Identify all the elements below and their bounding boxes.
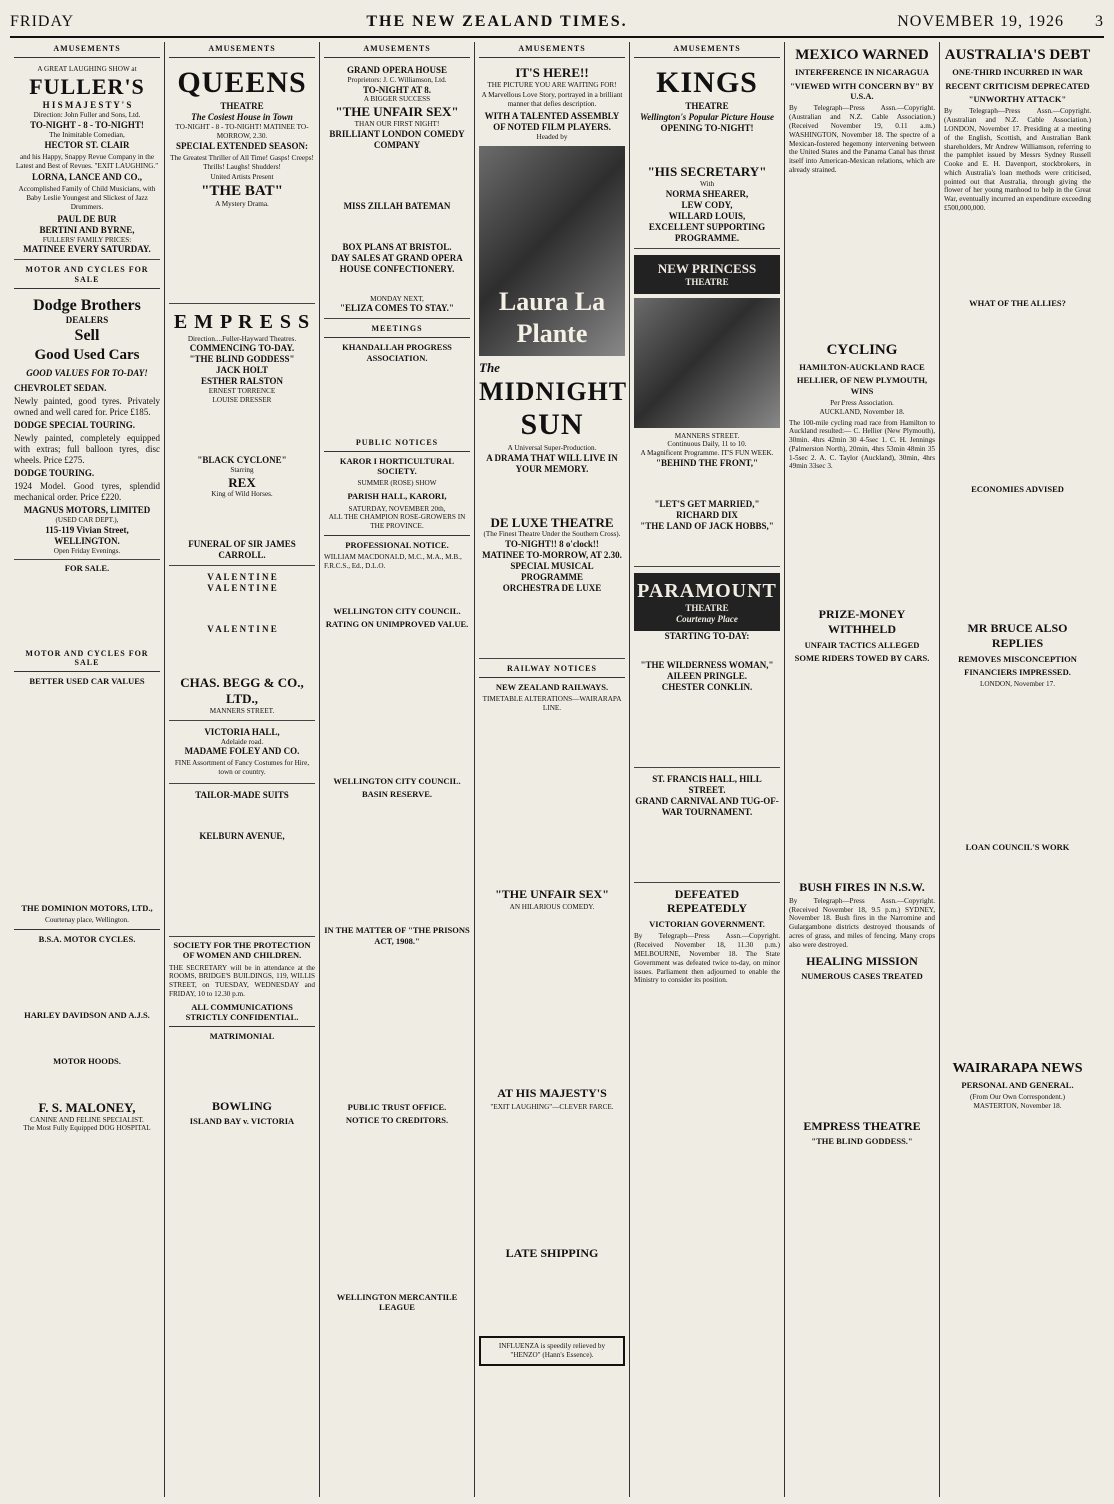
st-francis-ad <box>634 771 780 883</box>
motor-hoods: MOTOR HOODS. <box>53 1056 121 1067</box>
tonight: TO-NIGHT - 8 - TO-NIGHT! <box>30 120 144 131</box>
for-sale: FOR SALE. <box>64 563 110 574</box>
good-values: GOOD VALUES FOR TO-DAY! <box>26 368 148 379</box>
column-heading: AMUSEMENTS <box>324 42 470 58</box>
all-champion: ALL THE CHAMPION ROSE-GROWERS IN THE PROVINCE. <box>328 513 466 531</box>
column-4 <box>475 42 630 1497</box>
empress-theatre: EMPRESS THEATRE <box>803 1118 921 1133</box>
queens-tonight: TO-NIGHT - 8 - TO-NIGHT! MATINEE TO-MORROW, 2.30. <box>175 123 309 141</box>
valentine-ad <box>169 569 315 720</box>
cosiest: The Cosiest House in Town <box>191 112 293 123</box>
cycling-text: The 100-mile cycling road race from Hamilton to Auckland resulted:— C. Hellier (New Plymouth), 30min. 4hrs 42min 30 4-5sec 1. C. H. Jennings (Palmerston North), 20min, 4hrs 53min 48min 35 1-5sec 2. A. C. Taylor (Auckland), 30min, 4hrs 49min 33sec 3. <box>789 418 935 471</box>
nzr: NEW ZEALAND RAILWAYS. <box>495 681 609 692</box>
mexico-text: By Telegraph—Press Assn.—Copyright. (Australian and N.Z. Cable Association.) (Received November 19, 0.11 a.m.) WASHINGTON, November 18. The spectre of a Mexican-fostered hegemony intervening between the United States and the Panama Canal has thrust itself into American-Mexican relations, which are already strained. <box>789 104 935 174</box>
fullers-ad <box>14 62 160 261</box>
marvellous: A Marvellous Love Story, portrayed in a brilliant manner that defies description. <box>481 91 623 109</box>
deluxe-matinee: MATINEE TO-MORROW, AT 2.30. <box>482 550 622 561</box>
influenza-ad <box>479 1336 625 1366</box>
unfair-sex-review: "THE UNFAIR SEX" <box>495 886 609 901</box>
debt-text: By Telegraph—Press Assn.—Copyright. (Australian and N.Z. Cable Association.) LONDON, November 17. Presiding at a meeting of the English, Scottish, and Australian Bank shareholders, Mr Andrew Williamson, referring to the pamphlet issued by Messrs Sydney Russell Cooke and E. H. Davenport, stockbrokers, in which Australia's loan methods were criticised, pointed out that Australia, through giving the flower of her young manhood to help in the Great War, eventually incurred an expenditure exceeding £500,000,000. <box>944 107 1091 212</box>
public-trust: PUBLIC TRUST OFFICE. <box>347 1101 447 1112</box>
courtenay: Courtenay place, Wellington. <box>45 915 129 924</box>
comedian: The Inimitable Comedian, <box>49 131 125 140</box>
midnight-sun-ad <box>479 62 628 659</box>
kings-theatre: THEATRE <box>685 101 729 112</box>
column-heading: AMUSEMENTS <box>14 42 160 58</box>
public-notices-heading: PUBLIC NOTICES <box>324 436 470 452</box>
motor-heading: MOTOR AND CYCLES FOR SALE <box>14 263 160 289</box>
touring-text: 1924 Model. Good tyres, splendid mechanical order. Price £220. <box>14 480 160 502</box>
basin: BASIN RESERVE. <box>361 788 433 799</box>
masthead-day: FRIDAY <box>10 13 75 30</box>
lew: LEW CODY, <box>681 199 733 210</box>
unfair-tactics: UNFAIR TACTICS ALLEGED <box>804 639 920 650</box>
column-heading: AMUSEMENTS <box>634 42 780 58</box>
motor-heading-2: MOTOR AND CYCLES FOR SALE <box>14 647 160 673</box>
day-sales: DAY SALES AT GRAND OPERA HOUSE CONFECTIONERY. <box>331 252 463 274</box>
lets-get-married: "LET'S GET MARRIED," <box>654 498 760 509</box>
bush-fires: BUSH FIRES IN N.S.W. <box>799 880 925 895</box>
column-3 <box>320 42 475 1497</box>
meetings-heading: MEETINGS <box>324 322 470 338</box>
wilderness: "THE WILDERNESS WOMAN," <box>640 660 774 671</box>
at-majesty: AT HIS MAJESTY'S <box>497 1086 607 1101</box>
talented: WITH A TALENTED ASSEMBLY OF NOTED FILM PLAYERS. <box>484 110 620 132</box>
riders-towed: SOME RIDERS TOWED BY CARS. <box>794 652 930 663</box>
one-third: ONE-THIRD INCURRED IN WAR <box>952 67 1083 78</box>
kings-title: KINGS <box>656 65 758 99</box>
tailor-ad <box>169 787 315 937</box>
victoria-hall: VICTORIA HALL, <box>204 726 280 737</box>
princess-photo <box>634 298 780 428</box>
paramount-title: PARAMOUNT <box>637 579 777 602</box>
maloney: F. S. MALONEY, <box>38 1099 136 1115</box>
professional: PROFESSIONAL NOTICE. <box>345 539 449 550</box>
its-here: IT'S HERE!! <box>515 64 589 80</box>
economies: ECONOMIES ADVISED <box>971 484 1064 495</box>
mercantile: WELLINGTON MERCANTILE LEAGUE <box>336 1291 458 1313</box>
bertini: BERTINI AND BYRNE, <box>39 224 135 235</box>
page-number: 3 <box>1095 13 1104 30</box>
wcc-2: WELLINGTON CITY COUNCIL. <box>333 775 461 786</box>
majesty-title: H I S M A J E S T Y ' S <box>42 100 132 111</box>
picture-waiting: THE PICTURE YOU ARE WAITING FOR! <box>487 80 617 89</box>
bsa: B.S.A. MOTOR CYCLES. <box>38 933 136 944</box>
his-secretary: "HIS SECRETARY" <box>647 164 767 180</box>
healing-mission: HEALING MISSION <box>806 953 918 968</box>
column-heading: AMUSEMENTS <box>479 42 625 58</box>
matrimonial: MATRIMONIAL <box>209 1031 275 1042</box>
dodge-title: Dodge Brothers <box>33 296 141 314</box>
paramount-ad <box>634 570 780 768</box>
masterton-dateline: MASTERTON, November 18. <box>973 1101 1062 1110</box>
louise: LOUISE DRESSER <box>212 396 272 405</box>
saturday: SATURDAY, NOVEMBER 20th, <box>348 504 446 513</box>
magnus3: 115-119 Vivian Street, WELLINGTON. <box>45 524 129 546</box>
box-plans: BOX PLANS AT BRISTOL. <box>342 241 452 252</box>
laura-la-plante: Laura La Plante <box>498 287 606 348</box>
magnus4: Open Friday Evenings. <box>53 546 121 555</box>
karori-2: SUMMER (ROSE) SHOW <box>357 479 437 488</box>
opening: OPENING TO-NIGHT! <box>660 123 754 134</box>
matinee: MATINEE EVERY SATURDAY. <box>23 244 151 255</box>
fullers-title: FULLER'S <box>29 73 145 99</box>
jack-holt: JACK HOLT <box>216 365 268 376</box>
lorna: LORNA, LANCE AND CO., <box>31 172 142 183</box>
prisons: IN THE MATTER OF "THE PRISONS ACT, 1908." <box>324 925 470 946</box>
jack-hobbs: "THE LAND OF JACK HOBBS," <box>640 520 774 531</box>
fine-costumes: FINE Assortment of Fancy Costumes for Hire, town or country. <box>174 759 310 777</box>
fullers-pre: A GREAT LAUGHING SHOW at <box>37 64 137 73</box>
prize-money: PRIZE-MONEY WITHHELD <box>818 607 906 636</box>
magnus: MAGNUS MOTORS, LIMITED <box>23 504 151 515</box>
drama: A DRAMA THAT WILL LIVE IN YOUR MEMORY. <box>486 452 618 474</box>
chev-head: CHEVROLET SEDAN. <box>14 383 107 394</box>
parish-hall: PARISH HALL, KARORI, <box>347 491 447 502</box>
bush-text: By Telegraph—Press Assn.—Copyright. (Received November 18, 9.5 p.m.) SYDNEY, November 18. Bush fires in the Narromine and Gulargambone districts destroyed thousands of acres of grass, and miles of fencing. Many crops also were destroyed. <box>789 896 935 949</box>
column-6 <box>785 42 940 1497</box>
railway-heading: RAILWAY NOTICES <box>479 662 625 678</box>
column-2 <box>165 42 320 1497</box>
maloney2: CANINE AND FELINE SPECIALIST. <box>30 1115 144 1124</box>
universal: A Universal Super-Production. <box>507 443 597 452</box>
behind-front: "BEHIND THE FRONT," <box>656 457 758 468</box>
empress-ad <box>169 307 315 566</box>
chas-begg-2: MANNERS STREET. <box>209 706 275 715</box>
column-heading: AMUSEMENTS <box>169 42 315 58</box>
bowling: BOWLING <box>211 1098 272 1113</box>
grand-opera: GRAND OPERA HOUSE <box>346 64 447 75</box>
per-press: Per Press Association. <box>830 399 894 407</box>
influenza: INFLUENZA is speedily relieved by "HENZO" (Hann's Essence). <box>498 1342 606 1359</box>
starring: Starring <box>230 465 254 474</box>
exit-laughing: "EXIT LAUGHING"—CLEVER FARCE. <box>490 1102 614 1111</box>
zillah: MISS ZILLAH BATEMAN <box>343 200 451 211</box>
dodge-sell: Sell <box>74 327 100 345</box>
loan-council: LOAN COUNCIL'S WORK <box>965 842 1070 853</box>
creditors: NOTICE TO CREDITORS. <box>345 1115 449 1126</box>
carnival: GRAND CARNIVAL AND TUG-OF-WAR TOURNAMENT. <box>635 795 779 817</box>
special-musical: SPECIAL MUSICAL PROGRAMME <box>510 561 594 583</box>
wcc: WELLINGTON CITY COUNCIL. <box>333 605 461 616</box>
with: With <box>699 180 715 189</box>
viewed-concern: "VIEWED WITH CONCERN BY" BY U.S.A. <box>790 80 934 102</box>
norma: NORMA SHEARER, <box>665 188 749 199</box>
magnificent: A Magnificent Programme. IT'S FUN WEEK. <box>640 449 774 458</box>
funeral: FUNERAL OF SIR JAMES CARROLL. <box>188 539 296 561</box>
tailor: TAILOR-MADE SUITS <box>195 789 289 800</box>
victorian-govt: VICTORIAN GOVERNMENT. <box>649 919 765 930</box>
empress-title: E M P R E S S <box>173 311 311 334</box>
australias-debt: AUSTRALIA'S DEBT <box>944 47 1091 63</box>
column-5 <box>630 42 785 1497</box>
victoria-hall-2: Adelaide road. <box>220 737 264 746</box>
unfair-sex: "THE UNFAIR SEX" <box>335 104 459 120</box>
harley: HARLEY DAVIDSON AND A.J.S. <box>24 1010 150 1021</box>
removes: REMOVES MISCONCEPTION <box>958 653 1077 664</box>
willard: WILLARD LOUIS, <box>668 210 746 221</box>
prices: FULLERS' FAMILY PRICES: <box>42 235 132 244</box>
headed-by: Headed by <box>536 132 568 141</box>
mexico-warned: MEXICO WARNED <box>795 47 929 63</box>
aileen: AILEEN PRINGLE. <box>666 671 747 682</box>
midnight: MIDNIGHT <box>479 376 628 406</box>
dodge-dealers: DEALERS <box>65 315 109 326</box>
bat-title: "THE BAT" <box>201 183 283 200</box>
the: The <box>479 359 500 375</box>
island-bay: ISLAND BAY v. VICTORIA <box>189 1116 295 1127</box>
numerous-cases: NUMEROUS CASES TREATED <box>801 971 923 982</box>
special-season: SPECIAL EXTENDED SEASON: <box>175 140 309 151</box>
used-car-list <box>14 690 160 900</box>
continuous: Continuous Daily, 11 to 10. <box>667 440 747 449</box>
paramount-theatre: THEATRE <box>685 603 729 614</box>
brilliant-london: BRILLIANT LONDON COMEDY COMPANY <box>329 128 465 150</box>
queens-ad <box>169 62 315 304</box>
valentine-2: V A L E N T I N E <box>207 583 277 594</box>
london-dateline: LONDON, November 17. <box>979 680 1056 689</box>
auckland-dateline: AUCKLAND, November 18. <box>819 407 905 416</box>
princess-theatre: THEATRE <box>685 276 729 287</box>
secretary: THE SECRETARY will be in attendance at the ROOMS, BRIDGE'S BUILDINGS, 119, WILLIS STREET, on TUESDAY, WEDNESDAY and FRIDAY, 10 to 12.30 p.m. <box>169 963 315 998</box>
valentine-3: V A L E N T I N E <box>207 624 277 635</box>
bruce-replies: MR BRUCE ALSO REPLIES <box>967 621 1068 651</box>
chester: CHESTER CONKLIN. <box>661 682 753 693</box>
rex-sub: King of Wild Horses. <box>211 490 273 499</box>
masthead <box>10 8 1104 38</box>
better-values: BETTER USED CAR VALUES <box>29 676 145 687</box>
chas-begg: CHAS. BEGG & CO., LTD., <box>180 675 304 706</box>
hilarious: AN HILARIOUS COMEDY. <box>509 903 595 912</box>
khandallah: KHANDALLAH PROGRESS ASSOCIATION. <box>342 342 452 363</box>
star: HECTOR ST. CLAIR <box>44 139 130 150</box>
rex: REX <box>228 474 256 490</box>
richard-dix: RICHARD DIX <box>676 509 738 520</box>
victoria-ad <box>169 724 315 784</box>
interference: INTERFERENCE IN NICARAGUA <box>794 67 930 78</box>
special-text: Newly painted, completely equipped with extras; full balloon tyres, disc wheels. Price £275. <box>14 433 160 465</box>
monday-next: MONDAY NEXT, <box>370 294 424 303</box>
victorian-text: By Telegraph—Press Assn.—Copyright. (Received November 18, 11.30 p.m.) MELBOURNE, November 18. The State Government was defeated twice to-day, on minor issues. Parliament then adjourned to enable the Ministry to consider its position. <box>634 932 780 985</box>
hellier-wins: HELLIER, OF NEW PLYMOUTH, WINS <box>796 375 928 396</box>
for-sale-text <box>14 577 160 647</box>
thriller: The Greatest Thriller of All Time! Gasps! Creeps! Thrills! Laughs! Shudders! <box>170 153 314 171</box>
sun: SUN <box>520 408 584 442</box>
starting: STARTING TO-DAY: <box>664 631 750 642</box>
financiers: FINANCIERS IMPRESSED. <box>964 667 1071 678</box>
paramount-courtenay: Courtenay Place <box>676 614 738 625</box>
personal-general: PERSONAL AND GENERAL. <box>961 1079 1074 1090</box>
columns <box>10 42 1104 1497</box>
deluxe-sub: (The Finest Theatre Under the Southern Cross). <box>483 530 621 539</box>
valentine-1: V A L E N T I N E <box>207 572 277 583</box>
communications: ALL COMMUNICATIONS STRICTLY CONFIDENTIAL. <box>185 1001 299 1022</box>
princess-ad <box>634 252 780 567</box>
rating: RATING ON UNIMPROVED VALUE. <box>325 619 469 630</box>
masthead-date: NOVEMBER 19, 1926 <box>897 13 1064 30</box>
column-7 <box>940 42 1095 1497</box>
wairarapa-news: WAIRARAPA NEWS <box>952 1060 1083 1076</box>
than-first: THAN OUR FIRST NIGHT! <box>354 120 440 129</box>
dodge-ad <box>14 293 160 560</box>
allies: WHAT OF THE ALLIES? <box>969 297 1066 308</box>
bigger-success: A BIGGER SUCCESS <box>363 95 431 104</box>
princess-title: NEW PRINCESS <box>657 260 757 276</box>
kings-ad <box>634 62 780 249</box>
special-head: DODGE SPECIAL TOURING. <box>14 420 135 431</box>
commencing: COMMENCING TO-DAY. <box>189 343 295 354</box>
masthead-title: THE NEW ZEALAND TIMES. <box>366 13 628 30</box>
empress-direction: Direction....Fuller-Hayward Theatres. <box>187 334 297 343</box>
timetable: TIMETABLE ALTERATIONS—WAIRARAPA LINE. <box>482 695 622 712</box>
hamilton-race: HAMILTON-AUCKLAND RACE <box>799 361 925 372</box>
queens-theatre: THEATRE <box>220 101 264 112</box>
madame-foley: MADAME FOLEY AND CO. <box>184 746 300 757</box>
karori: KAROR I HORTICULTURAL SOCIETY. <box>339 455 455 477</box>
black-cyclone: "BLACK CYCLONE" <box>197 454 287 465</box>
bat-sub: A Mystery Drama. <box>215 200 269 209</box>
queens-title: QUEENS <box>177 65 307 99</box>
society: SOCIETY FOR THE PROTECTION OF WOMEN AND CHILDREN. <box>173 939 311 961</box>
touring-head: DODGE TOURING. <box>14 467 95 478</box>
correspondent: (From Our Own Correspondent.) <box>969 1093 1066 1102</box>
criticism: RECENT CRITICISM DEPRECATED <box>945 80 1090 91</box>
dodge-good-used: Good Used Cars <box>34 346 140 363</box>
paramount-banner <box>634 573 780 631</box>
deluxe: DE LUXE THEATRE <box>490 514 614 530</box>
esther: ESTHER RALSTON <box>200 376 284 387</box>
revue: and his Happy, Snappy Revue Company in the Latest and Best of Revues. "EXIT LAUGHING." <box>15 152 159 170</box>
macdonald: WILLIAM MACDONALD, M.C., M.A., M.B., F.R.C.S., Ed., D.L.O. <box>324 553 462 571</box>
eliza: "ELIZA COMES TO STAY." <box>340 303 454 314</box>
lorna-desc: Accomplished Family of Child Musicians, with Baby Leslie Youngest and Slickest of Jazz Drummers. <box>18 185 156 211</box>
column-1 <box>10 42 165 1497</box>
kelburn: KELBURN AVENUE, <box>199 830 285 841</box>
proprietors: Proprietors: J. C. Williamson, Ltd. <box>347 75 447 84</box>
blind-goddess: "THE BLIND GODDESS" <box>189 354 295 365</box>
maloney3: The Most Fully Equipped DOG HOSPITAL <box>23 1124 151 1133</box>
orchestra: ORCHESTRA DE LUXE <box>502 583 602 594</box>
manners: MANNERS STREET. <box>674 431 740 440</box>
direction: Direction: John Fuller and Sons, Ltd. <box>33 111 141 120</box>
paul: PAUL DE BUR <box>57 213 117 224</box>
late-shipping: LATE SHIPPING <box>505 1245 599 1260</box>
chev-text: Newly painted, good tyres. Privately owned and well cared for. Price £185. <box>14 396 160 418</box>
excellent: EXCELLENT SUPPORTING PROGRAMME. <box>648 221 766 243</box>
princess-banner <box>634 255 780 294</box>
laura-la-plante-photo <box>479 146 625 356</box>
magnus2: (USED CAR DEPT.), <box>55 515 119 524</box>
grand-opera-ad <box>324 62 470 320</box>
grand-tonight: TO-NIGHT AT 8. <box>362 84 432 95</box>
defeated: DEFEATED REPEATEDLY <box>666 886 748 916</box>
kings-popular: Wellington's Popular Picture House <box>639 112 775 123</box>
deluxe-tonight: TO-NIGHT!! 8 o'clock!! <box>505 539 599 550</box>
st-francis: ST. FRANCIS HALL, HILL STREET. <box>652 773 762 795</box>
dominion-motors: THE DOMINION MOTORS, LTD., <box>21 902 153 913</box>
blind-goddess-review: "THE BLIND GODDESS." <box>811 1136 913 1147</box>
united: United Artists Present <box>210 173 274 182</box>
unworthy: "UNWORTHY ATTACK" <box>968 94 1067 105</box>
ernest: ERNEST TORRENCE <box>208 387 276 396</box>
cycling: CYCLING <box>826 341 898 358</box>
